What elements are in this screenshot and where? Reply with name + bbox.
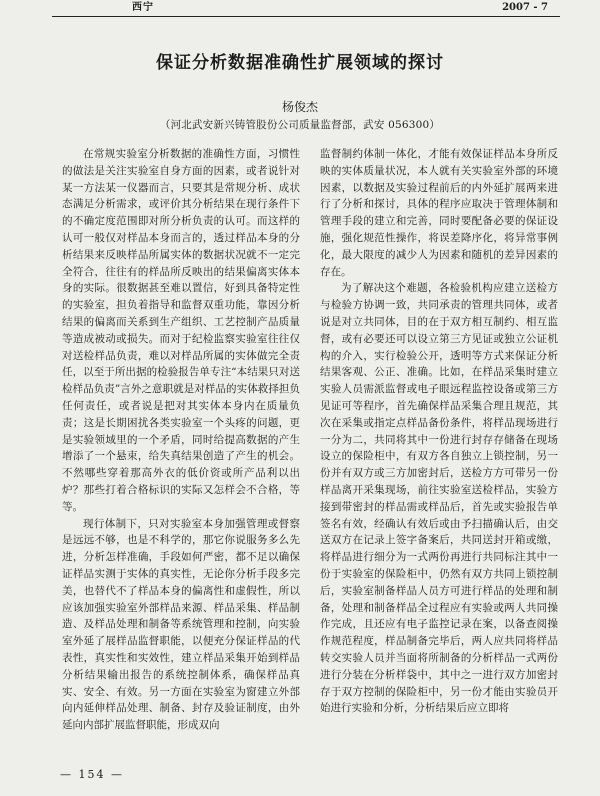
- body-column-right: [320, 146, 558, 758]
- article-author: 杨俊杰: [281, 100, 318, 114]
- paragraph: 在常规实验室分析数据的准确性方面，习惯性的做法是关注实验室自身方面的因素，或者说针对某一方法某一仪器而言，只要其是常规分析、成状态满足分析需求，或评价其分析结果在现行条件下的不确定度范围即对所分析负责的认可。而这样的认可一般仅对样品本身而言的，透过样品本身的分析结果来反映样品所属实体的数据状况就不一定完全符合，往往有的样品所反映出的结果偏离实体本身的实际。很数据甚至难以置信，好到具备特定性的实验室，担负着指导和监督双重功能，靠因分析结果的偏离而关系到生产组织、工艺控制产品质量等造成被动或损失。而对于纪检监察实验室往往仅对送检样品负责，难以对样品所属的实体做完全责任，以至于所出据的检验报告单专注“本结果只对送检样品负责”言外之意职就是对样品的实体救择担负任何责任，或者说是把对其实体本身内在质量负责；这是长期困扰各类实验室一个头疼的问题，更是实验领域里的一个矛盾，同时给提高数据的产生增添了一个悬束，给失真结果创造了产生的机会。不然哪些穿着那高外衣的低价资或所产品利以出炉？那些打着合格标识的实际又怎样会不合格，等等。: [62, 148, 300, 513]
- header-issue: 2007 - 7: [502, 2, 548, 13]
- paragraph: 为了解决这个难题，各检验机构应建立送检方与检验方协调一致，共同承责的管理共同体，或者说是对立共同体，目的在于双方相互制约、相互监督，或有必要还可以设立第三方见证或独立公证机构的介入，实行检验公开，透明等方式来保证分析结果客观、公正、准确。比如，在样品采集时建立实验人员需派监督或电子眼远程监控设备或第三方见证可等程序，首先确保样品采集合理且规范，其次在采集或指定点样品备份条件，将样品现场进行一分为二，共同将其中一份进行封存存储备在现场设立的保险柜中，有双方各自独立上锁控制，另一份并有双方或三方加密封后，送检方方可带另一份样品离开采集现场，前往实验室送检样品，实验方接到带密封的样品需或样品后，首先或实验报告单签名有效，经确认有效后或由予扫描确认后，由交送双方在记录上签字备案后，共同送封开箱或缴，将样品进行细分为一式两份再进行共同标注其中一份于实验室的保险柜中，仍然有双方共同上锁控制后，实验室制备样品人员方可进行样品的处理和制备，处理和制备样品全过程应有实验或两人共同操作完成，且还应有电子监控记录在案，以备查阅操作规范程度，样品制备完毕后，两人应共同将样品转交实验人员并当面将所制备的分析样品一式两份进行分装在分析样袋中，其中之一进行双方加密封存于双方控制的保险柜中，另一份才能由实验员开始进行实验和分析，分析结果后应立即将: [320, 282, 558, 715]
- author-affiliation: （河北武安新兴铸管股份公司质量监督部，武安 056300）: [159, 119, 441, 131]
- page-number: — 154 —: [60, 768, 124, 781]
- header-journal-name: 西宁: [132, 2, 154, 13]
- body-column-left: [62, 146, 300, 758]
- article-title: 保证分析数据准确性扩展领域的探讨: [156, 53, 444, 73]
- running-header: [52, 0, 560, 17]
- paragraph: 监督制约体制一体化，才能有效保证样品本身所反映的实体质量状况，本人就有关实验室外部的环境因素，以数据及实验过程前后的内外延扩展两来进行了分析和探讨，具体的程序应取决于管理体制和管理手段的建立和完善，同时要配备必要的保证设施，强化规范性操作，将误差降序化，将异常事例化，最大限度的减少人为因素和随机的差异因素的存在。: [320, 148, 558, 278]
- paragraph: 现行体制下，只对实验室本身加强管理或督察是远远不够，也是不科学的，那它你说服务多么先进，分析怎样准确，手段如何严密，都不足以确保证样品实测于实体的真实性，无论你分析手段多完美，也替代不了样品本身的偏离性和虚假性，所以应该加强实验室外部样品来源、样品采集、样品制造、及样品处理和制备等系统管理和控制，向实验室外延了展样品监督职能，以便充分保证样品的代表性，真实性和实效性，建立样品采集开始到样品分析结果输出报告的系统控制体系，确保样品真实、安全、有效。另一方面在实验室为窗建立外部向内延伸样品处理、制备、封存及验证制度，由外延向内部扩展监督职能，形成双向: [62, 517, 300, 732]
